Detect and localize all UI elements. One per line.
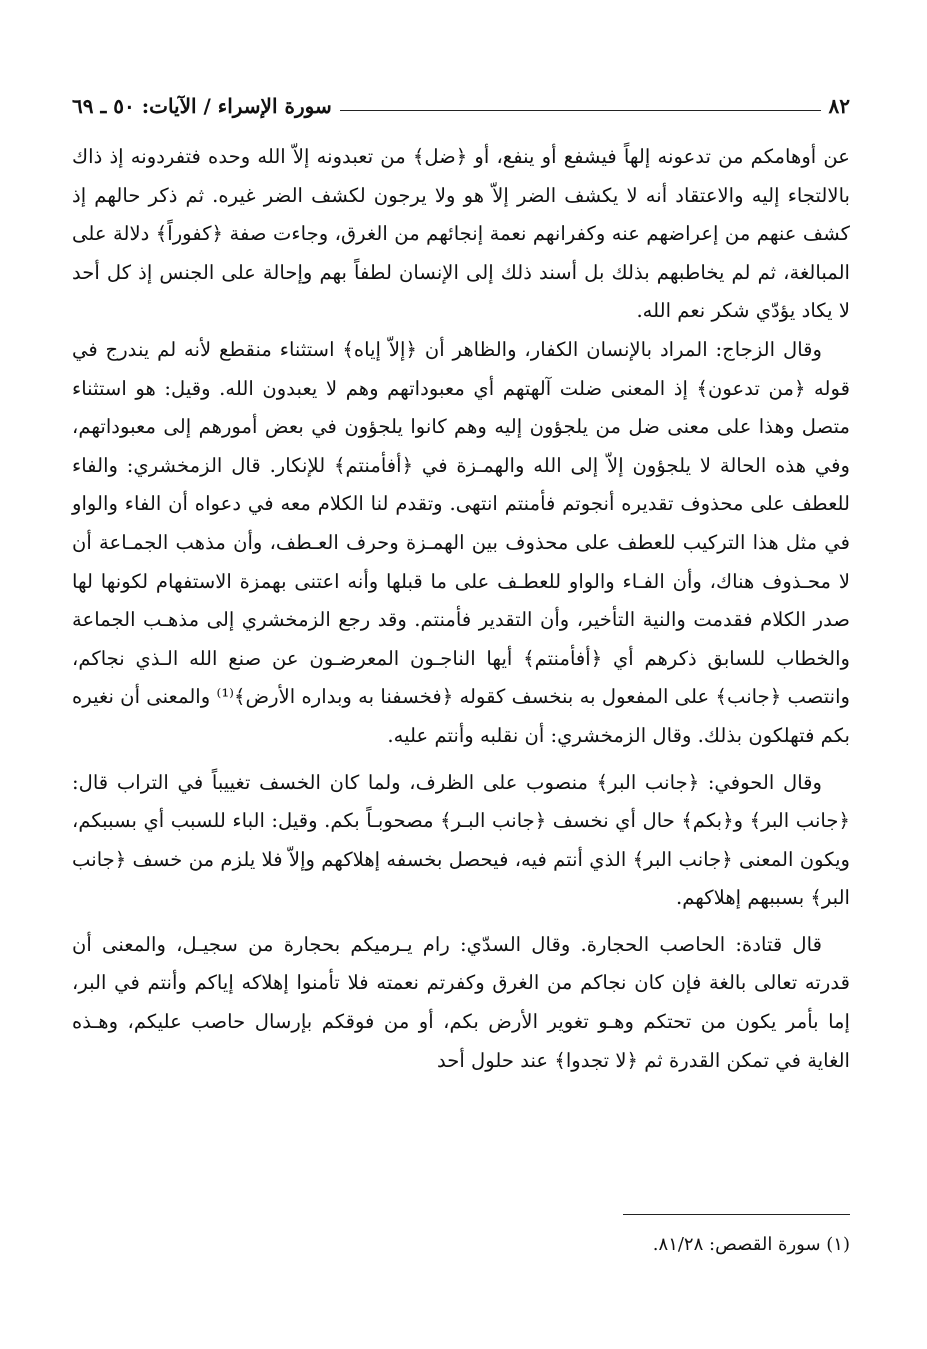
running-header xyxy=(72,88,850,118)
main-text xyxy=(72,138,850,1080)
paragraph-4: قال قتادة: الحاصب الحجارة. وقال السدّي: رام يـرميكم بحجارة من سجيـل، والمعنى أن قدرته تعالى بالغة فإن كان نجاكم من الغرق وكفرتم نعمته فلا تأمنوا إهلاكه إياكم وأنتم في البر، إما بأمر يكون من تحتكم وهـو تغوير الأرض بكم، أو من فوقكم بإرسال حاصب عليكم، وهـذه الغاية في تمكن القدرة ثم ﴿لا تجدوا﴾ عند حلول أحد xyxy=(72,932,850,1072)
header-rule xyxy=(340,110,821,111)
paragraph-1: عن أوهامكم من تدعونه إلهاً فيشفع أو ينفع، أو ﴿ضل﴾ من تعبدونه إلاّ الله وحده فتفردونه إذ ذاك بالالتجاء إليه والاعتقاد أنه لا يكشف الضر إلاّ هو ولا يرجون لكشف الضر غيره. ثم ذكر حالهم إذ كشف عنهم من إعراضهم عنه وكفرانهم نعمة إنجائهم من الغرق، وجاءت صفة ﴿كفوراً﴾ دلالة على المبالغة، ثم لم يخاطبهم بذلك بل أسند ذلك إلى الإنسان لطفاً بهم وإحالة على الجنس إذ كل أحد لا يكاد يؤدّي شكر نعم الله. xyxy=(72,145,850,323)
footnote-rule xyxy=(623,1214,850,1215)
footnote: (١) سورة القصص: ٨١/٢٨. xyxy=(652,1234,850,1255)
paragraph-3: وقال الحوفي: ﴿جانب البر﴾ منصوب على الظرف، ولما كان الخسف تغييباً في التراب قال: ﴿جانب البر﴾ و﴿بكم﴾ حال أي نخسف ﴿جانب البـر﴾ مصحوبـاً بكم. وقيل: الباء للسبب أي بسببكم، ويكون المعنى ﴿جانب البر﴾ الذي أنتم فيه، فيحصل بخسفه إهلاكهم وإلاّ فلا يلزم من خسف ﴿جانب البر﴾ بسببهم إهلاكهم. xyxy=(72,770,850,910)
running-title: سورة الإسراء / الآيات: ٥٠ ـ ٦٩ xyxy=(72,94,332,118)
page-number: ٨٢ xyxy=(828,94,850,118)
paragraph-2: وقال الزجاج: المراد بالإنسان الكفار، والظاهر أن ﴿إلاّ إياه﴾ استثناء منقطع لأنه لم يندرج في قوله ﴿من تدعون﴾ إذ المعنى ضلت آلهتهم أي معبوداتهم وهم لا يعبدون الله. وقيل: هو استثناء متصل وهذا على معنى ضل من يلجؤون إليه وهم كانوا يلجؤون في بعض أمورهم إلى معبوداتهم، وفي هذه الحالة لا يلجؤون إلاّ إلى الله والهمـزة في ﴿أفأمنتم﴾ للإنكار. قال الزمخشري: والفاء للعطف على محذوف تقديره أنجوتم فأمنتم انتهى. وتقدم لنا الكلام معه في دعواه أن الفاء والواو في مثل هذا التركيب للعطف على محذوف بين الهمـزة وحرف العـطف، وأن مذهب الجمـاعة أن لا محـذوف هناك، وأن الفـاء والواو للعطـف على ما قبلها وأنه اعتنى بهمزة الاستفهام لكونها لها صدر الكلام فقدمت والنية التأخير، وأن التقدير فأمنتم. وقد رجع الزمخشري إلى مذهـب الجماعة والخطاب للسابق ذكرهم أي ﴿أفأمنتم﴾ أيها الناجـون المعرضـون عن صنع الله الـذي نجاكم، وانتصب ﴿جانب﴾ على المفعول به بنخسف كقوله ﴿فخسفنا به وبداره الأرض﴾⁽¹⁾ والمعنى أن نغيره بكم فتهلكون بذلك. وقال الزمخشري: أن نقلبه وأنتم عليه. xyxy=(72,337,850,747)
